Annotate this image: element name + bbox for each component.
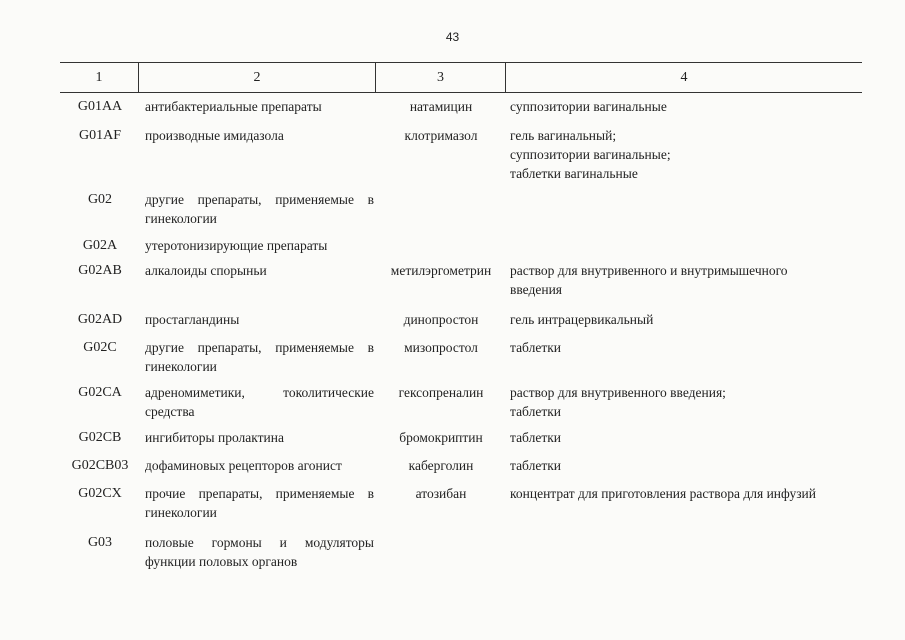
header-bottom-border [60,92,862,93]
anatomic-therapeutic-group [145,383,374,421]
atc-code: G02A [82,238,118,253]
atc-code: G02CB03 [71,458,129,473]
anatomic-therapeutic-group [145,428,374,447]
group-text-line: адреномиметики, токолитические [145,385,374,400]
group-text-line: гинекологии [145,359,217,374]
group-text-line: простагландины [145,312,240,327]
group-text-line: гинекологии [145,211,217,226]
dosage-form-line: суппозитории вагинальные [510,99,667,114]
dosage-forms [510,261,890,299]
header-top-border [60,62,862,63]
anatomic-therapeutic-group [145,126,374,145]
dosage-form-line: суппозитории вагинальные; [510,147,671,162]
drug-name: гексопреналин [398,385,484,400]
group-text-line: прочие препараты, применяемые в [145,486,374,501]
dosage-forms [510,97,890,116]
anatomic-therapeutic-group [145,484,374,522]
drug-name: мизопростол [404,340,478,355]
drug-name: бромокриптин [399,430,483,445]
anatomic-therapeutic-group [145,97,374,116]
dosage-form-line: таблетки [510,458,562,473]
group-text-line: утеротонизирующие препараты [145,238,328,253]
atc-code: G02AB [78,263,122,278]
anatomic-therapeutic-group [145,190,374,228]
group-text-line: ингибиторы пролактина [145,430,284,445]
group-text-line: антибактериальные препараты [145,99,322,114]
dosage-forms [510,126,890,183]
group-text-line: дофаминовых рецепторов агонист [145,458,342,473]
group-text-line: средства [145,404,195,419]
group-text-line: функции половых органов [145,554,298,569]
anatomic-therapeutic-group [145,236,374,255]
atc-code: G02C [83,340,117,355]
atc-code: G02AD [77,312,123,327]
atc-code: G02CX [78,486,122,501]
atc-code: G02CA [78,385,122,400]
group-text-line: другие препараты, применяемые в [145,192,374,207]
dosage-forms [510,484,890,503]
drug-name: натамицин [409,99,473,114]
dosage-form-line: таблетки [510,430,562,445]
group-text-line: другие препараты, применяемые в [145,340,374,355]
dosage-forms [510,456,890,475]
anatomic-therapeutic-group [145,261,374,280]
dosage-forms [510,428,890,447]
drug-name: клотримазол [404,128,478,143]
dosage-form-line: концентрат для приготовления раствора для инфузий [510,486,816,501]
group-text-line: производные имидазола [145,128,284,143]
drug-name: атозибан [415,486,467,501]
group-text-line: половые гормоны и модуляторы [145,535,374,550]
dosage-form-line: введения [510,282,563,297]
drug-name: каберголин [408,458,474,473]
atc-code: G01AF [78,128,121,143]
dosage-forms [510,338,890,357]
page-number: 43 [445,30,460,44]
dosage-form-line: раствор для внутривенного введения; [510,385,726,400]
dosage-form-line: таблетки [510,340,562,355]
dosage-forms [510,383,890,421]
header-col-4: 4 [680,70,688,85]
dosage-form-line: гель интрацервикальный [510,312,654,327]
anatomic-therapeutic-group [145,456,374,475]
anatomic-therapeutic-group [145,338,374,376]
dosage-form-line: таблетки [510,404,562,419]
header-col-1: 1 [95,70,103,85]
dosage-form-line: раствор для внутривенного и внутримышечного [510,263,788,278]
group-text-line: гинекологии [145,505,217,520]
atc-code: G02CB [78,430,122,445]
drug-name: динопростон [403,312,479,327]
header-col-2: 2 [253,70,261,85]
group-text-line: алкалоиды спорыньи [145,263,267,278]
dosage-form-line: гель вагинальный; [510,128,617,143]
anatomic-therapeutic-group [145,310,374,329]
dosage-form-line: таблетки вагинальные [510,166,638,181]
atc-code: G03 [87,535,113,550]
dosage-forms [510,310,890,329]
drug-name: метилэргометрин [390,263,492,278]
atc-code: G01AA [77,99,123,114]
header-col-3: 3 [437,70,444,85]
atc-code: G02 [87,192,113,207]
anatomic-therapeutic-group [145,533,374,571]
